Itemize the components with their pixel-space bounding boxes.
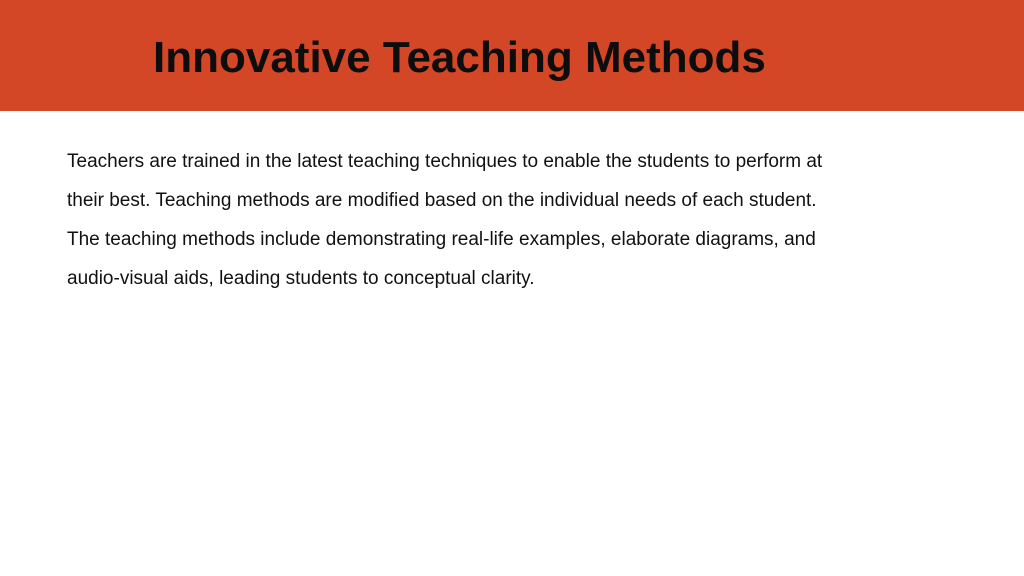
body-line-3: The teaching methods include demonstrating real-life examples, elaborate diagrams, and	[67, 229, 816, 250]
title-banner	[0, 0, 1024, 111]
body-paragraph	[67, 142, 947, 298]
body-line-1: Teachers are trained in the latest teaching techniques to enable the students to perform at	[67, 151, 823, 172]
body-line-2: their best. Teaching methods are modified based on the individual needs of each student.	[67, 190, 817, 211]
body-line-4: audio-visual aids, leading students to conceptual clarity.	[67, 268, 535, 289]
slide-title: Innovative Teaching Methods	[153, 33, 766, 82]
